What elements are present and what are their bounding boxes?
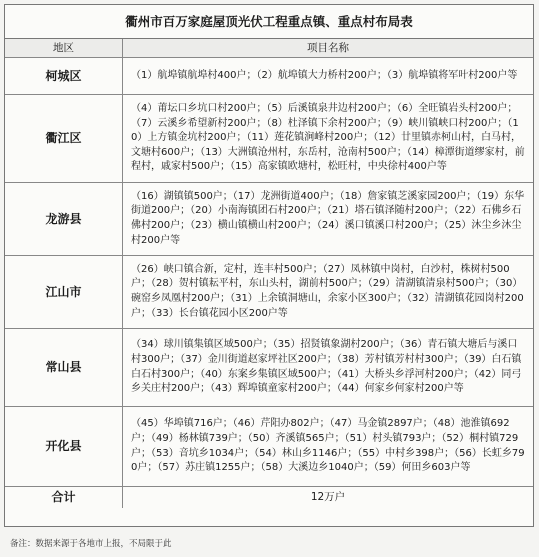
table-row [5,183,533,256]
total-value: 12万户 [123,487,534,508]
layout-table-sheet [4,4,534,527]
table-row [5,407,533,487]
table-row [5,95,533,183]
header-area: 地区 [5,39,123,58]
row-area: 柯城区 [5,58,123,95]
row-projects: （1）航埠镇航埠村400户；（2）航埠镇大力桥村200户；（3）航埠镇将军叶村200户等 [123,58,534,95]
total-label: 合计 [5,487,123,508]
table-row [5,256,533,329]
table-header-row [5,39,533,58]
row-projects: （4）莆坛口乡坑口村200户；（5）后溪镇泉井边村200户；（6）全旺镇岩头村200户；（7）云溪乡希望新村200户；（8）杜泽镇下余村200户；（9）峡川镇峡口村200户；（10）上方镇金坑村200户；（11）莲花镇涧峰村200户；（12）廿里镇赤柯山村，白马村，文塘村600户；（13）大洲镇沧州村，东岳村，沧南村500户；（14）樟潭街道缪家村，前程村，戚家村500户；（15）高家镇欧塘村，松旺村，中央徐村400户等 [123,95,534,183]
table-total-row [5,487,533,508]
table-title: 衢州市百万家庭屋顶光伏工程重点镇、重点村布局表 [5,5,533,39]
row-projects: （26）峡口镇合新，定村，连丰村500户；（27）凤林镇中岗村，白沙村，株树村500户；（28）贺村镇耘平村，东山头村，湖前村500户；（29）清湖镇清泉村500户；（30）碗窑乡凤凰村200户；（31）上余镇洞塘山，余家小区300户；（32）清湖镇花园岗村200户；（33）长台镇花园小区200户等 [123,256,534,329]
footnote: 备注：数据来源于各地市上报，不局限于此 [10,539,172,549]
row-area: 江山市 [5,256,123,329]
row-area: 开化县 [5,407,123,487]
table-row [5,58,533,95]
table-row [5,329,533,407]
row-projects: （45）华埠镇716户；（46）芹阳办802户；（47）马金镇2897户；（48）池淮镇692户；（49）杨林镇739户；（50）齐溪镇565户；（51）村头镇793户；（52）桐村镇729户；（53）音坑乡1034户；（54）林山乡1146户；（55）中村乡398户；（56）长虹乡790户；（57）苏庄镇1255户；（58）大溪边乡1040户；（59）何田乡603户等 [123,407,534,487]
row-area: 龙游县 [5,183,123,256]
row-projects: （34）球川镇集镇区域500户；（35）招贤镇象湖村200户；（36）青石镇大塘后与溪口村300户；（37）金川街道赵家坪社区200户；（38）芳村镇芳村村300户；（39）白石镇白石村300户；（40）东案乡集镇区域500户；（41）大桥头乡浮河村200户；（42）同弓乡关庄村200户；（43）辉埠镇童家村200户；（44）何家乡何家村200户等 [123,329,534,407]
row-area: 常山县 [5,329,123,407]
layout-table [5,39,533,508]
row-area: 衢江区 [5,95,123,183]
header-project: 项目名称 [123,39,534,58]
row-projects: （16）湖镇镇500户；（17）龙洲街道400户；（18）詹家镇芝溪家园200户；（19）东华街道200户；（20）小南海镇团石村200户；（21）塔石镇泽随村200户；（22）石佛乡石佛村200户；（23）横山镇横山村200户；（24）溪口镇溪口村200户；（25）沐尘乡沐尘村200户等 [123,183,534,256]
